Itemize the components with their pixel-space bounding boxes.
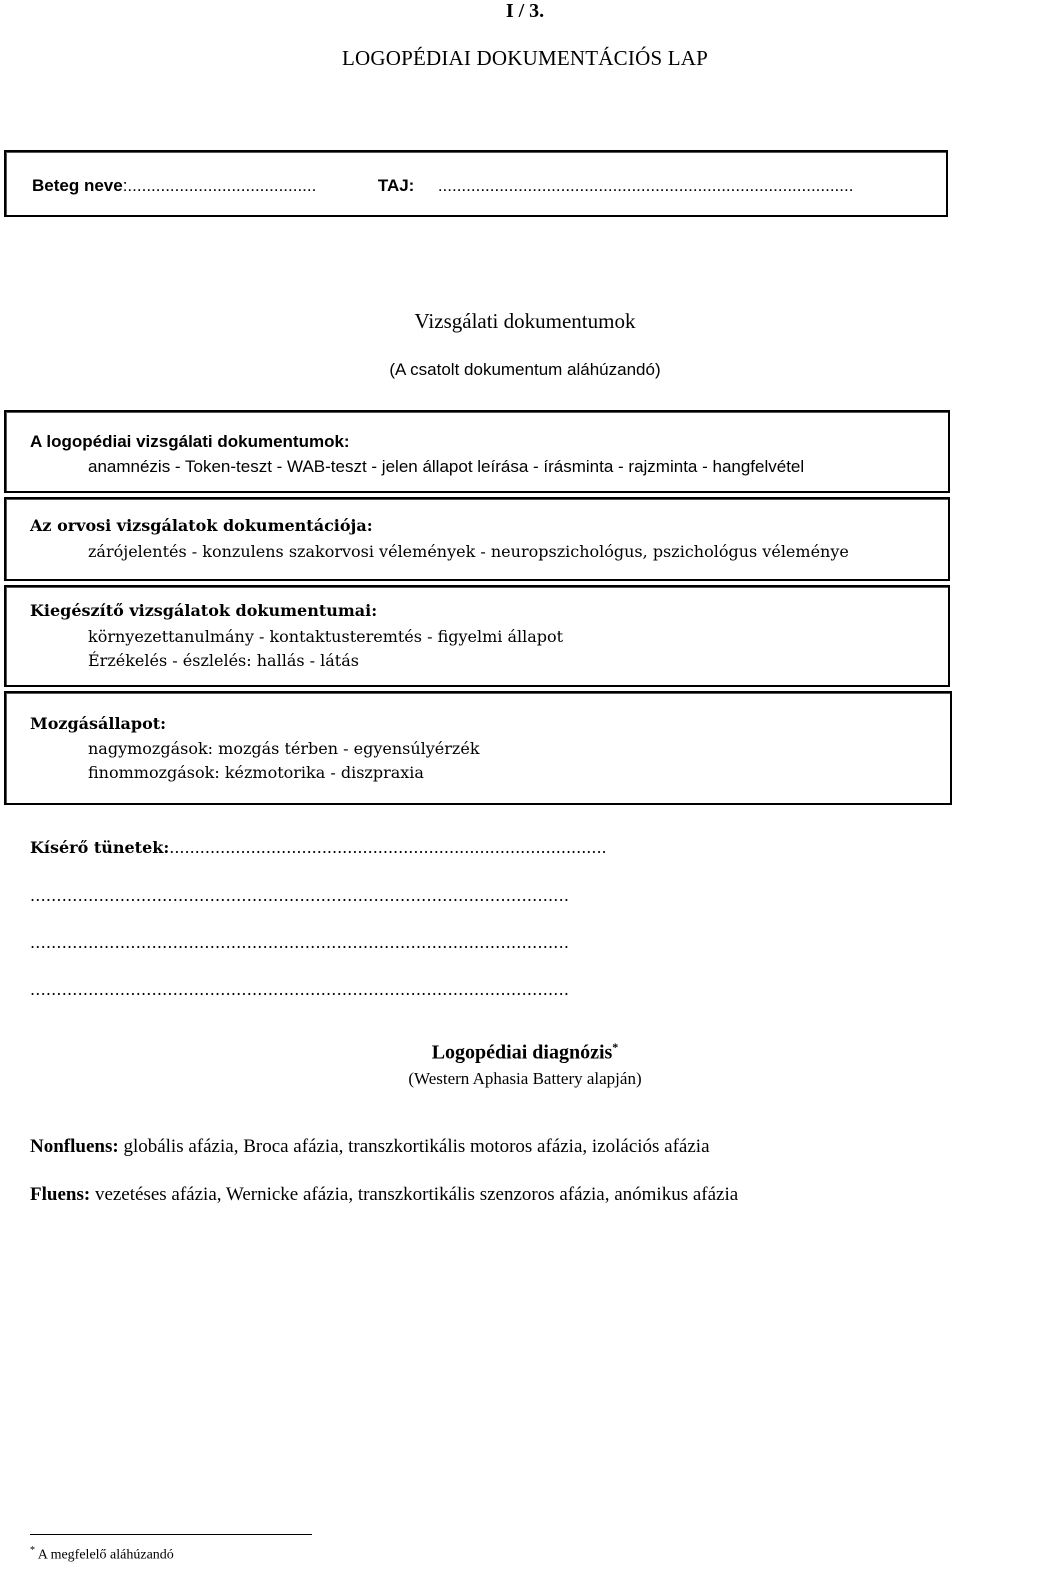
logopedic-documents-list[interactable]: anamnézis - Token-teszt - WAB-teszt - jelen állapot leírása - írásminta - rajzminta - hangfelvétel xyxy=(88,457,805,476)
symptoms-dot-line[interactable]: ...................................................................................................... xyxy=(30,933,570,952)
medical-documents-list[interactable]: zárójelentés - konzulens szakorvosi vélemények - neuropszichológus, pszichológus véleménye xyxy=(88,542,849,561)
motor-status-line-1[interactable]: nagymozgások: mozgás térben - egyensúlyérzék xyxy=(88,739,480,758)
taj-field[interactable]: ........................................................................................ xyxy=(437,176,854,195)
supplementary-documents-box xyxy=(4,585,950,687)
nonfluent-options[interactable]: globális afázia, Broca afázia, transzkortikális motoros afázia, izolációs afázia xyxy=(123,1136,710,1157)
supplementary-documents-line-2[interactable]: Érzékelés - észlelés: hallás - látás xyxy=(88,651,359,670)
medical-documents-heading: Az orvosi vizsgálatok dokumentációja: xyxy=(30,516,373,535)
documents-subtitle: (A csatolt dokumentum aláhúzandó) xyxy=(389,360,661,379)
patient-name-field[interactable]: :........................................ xyxy=(122,176,317,195)
logopedic-documents-heading: A logopédiai vizsgálati dokumentumok: xyxy=(30,432,350,451)
diagnosis-title-text: Logopédiai diagnózis xyxy=(431,1041,613,1064)
footnote-text: A megfelelő aláhúzandó xyxy=(37,1547,174,1563)
nonfluent-label: Nonfluens: xyxy=(30,1136,119,1157)
taj-label: TAJ: xyxy=(377,176,415,195)
supplementary-documents-line-1[interactable]: környezettanulmány - kontaktusteremtés - figyelmi állapot xyxy=(88,627,564,646)
footnote-divider xyxy=(30,1534,312,1535)
footnote-mark: * xyxy=(612,1040,619,1054)
motor-status-line-2[interactable]: finommozgások: kézmotorika - diszpraxia xyxy=(88,763,424,782)
symptoms-dot-line[interactable]: ...................................................................................................... xyxy=(30,980,570,999)
fluent-label: Fluens: xyxy=(30,1184,91,1205)
motor-status-heading: Mozgásállapot: xyxy=(30,714,167,733)
document-title: LOGOPÉDIAI DOKUMENTÁCIÓS LAP xyxy=(341,46,709,70)
footnote xyxy=(30,1545,174,1564)
medical-documents-box xyxy=(4,497,950,581)
accompanying-symptoms-field[interactable]: ...................................................................................... xyxy=(169,838,607,857)
accompanying-symptoms-row xyxy=(30,838,607,857)
patient-name-label: Beteg neve xyxy=(32,176,123,195)
fluent-row xyxy=(30,1184,738,1206)
footnote-mark: * xyxy=(30,1545,35,1556)
motor-status-box xyxy=(4,691,952,805)
patient-row xyxy=(32,176,854,196)
symptoms-dot-line[interactable]: ...................................................................................................... xyxy=(30,886,570,905)
logopedic-documents-box xyxy=(4,410,950,493)
fluent-options[interactable]: vezetéses afázia, Wernicke afázia, transzkortikális szenzoros afázia, anómikus afázia xyxy=(94,1184,739,1205)
supplementary-documents-heading: Kiegészítő vizsgálatok dokumentumai: xyxy=(30,601,378,620)
patient-info-box xyxy=(4,150,948,217)
nonfluent-row xyxy=(30,1136,710,1158)
accompanying-symptoms-label: Kísérő tünetek: xyxy=(30,838,170,857)
diagnosis-title xyxy=(0,1040,1050,1065)
page-number: I / 3. xyxy=(505,0,545,22)
diagnosis-subtitle: (Western Aphasia Battery alapján) xyxy=(408,1069,642,1088)
documents-title: Vizsgálati dokumentumok xyxy=(414,309,636,333)
